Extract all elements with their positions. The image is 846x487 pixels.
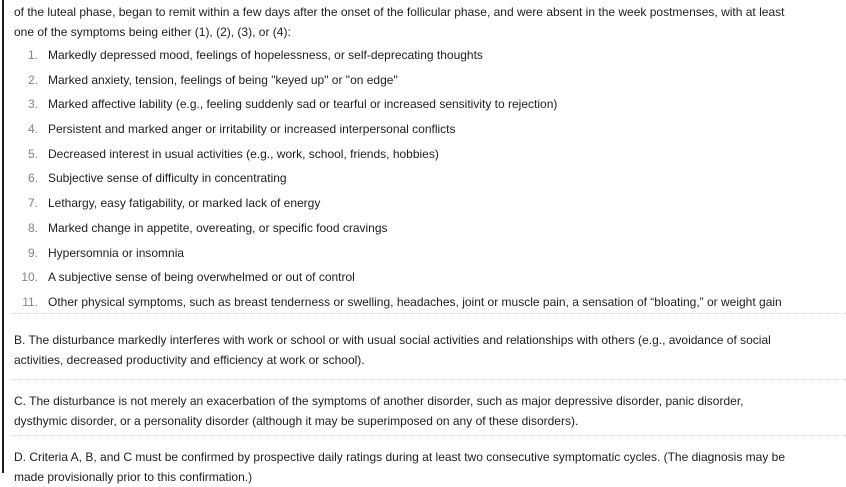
symptom-number: 6. [27,171,38,186]
criterion-c-section [12,379,846,435]
symptom-list [12,45,846,312]
criterion-c-line-2: dysthymic disorder, or a personality disorder (although it may be superimposed on any of these disorders). [14,413,579,428]
symptom-number: 7. [27,196,38,211]
symptom-item-2 [12,70,846,90]
criterion-b-line-1: B. The disturbance markedly interferes with work or school or with usual social activities and relationships with others (e.g., avoidance of social [14,332,771,347]
criterion-c-text [14,391,846,431]
symptom-text: Subjective sense of difficulty in concentrating [48,171,287,186]
symptom-item-1 [12,45,846,65]
symptom-text: Persistent and marked anger or irritability or increased interpersonal conflicts [48,122,456,137]
symptom-item-8 [12,218,846,238]
symptom-item-10 [12,267,846,287]
symptom-number: 9. [27,245,38,260]
intro-line-2: one of the symptoms being either (1), (2), (3), or (4): [14,25,291,39]
symptom-text: Other physical symptoms, such as breast tenderness or swelling, headaches, joint or muscle pain, a sensation of “bloating,” or weight gain [48,294,782,309]
symptom-number: 11. [22,294,38,309]
symptom-text: Marked anxiety, tension, feelings of being "keyed up" or "on edge" [48,72,398,87]
criterion-b-section [12,313,846,379]
symptom-number: 4. [27,122,38,137]
symptom-number: 1. [27,48,38,62]
symptom-item-7 [12,193,846,213]
symptom-text: Lethargy, easy fatigability, or marked lack of energy [48,196,321,211]
symptom-text: A subjective sense of being overwhelmed or out of control [48,270,355,285]
symptom-item-9 [12,243,846,263]
symptom-item-3 [12,94,846,114]
criterion-a-continuation [14,2,846,42]
symptom-number: 2. [27,72,38,87]
criterion-b-line-2: activities, decreased productivity and efficiency at work or school). [14,352,365,367]
symptom-text: Marked affective lability (e.g., feeling suddenly sad or tearful or increased sensitivity to rejection) [48,97,558,112]
symptom-text: Hypersomnia or insomnia [48,245,185,260]
symptom-item-6 [12,168,846,188]
criterion-d-line-1: D. Criteria A, B, and C must be confirmed by prospective daily ratings during at least two consecutive symptomatic cycles. (The diagnosis may be [14,449,785,464]
criterion-d-text [14,447,846,487]
symptom-item-11 [12,292,846,312]
symptom-text: Markedly depressed mood, feelings of hopelessness, or self-deprecating thoughts [48,48,483,62]
symptom-number: 3. [27,97,38,112]
criterion-b-text [14,330,846,370]
symptom-number: 5. [27,146,38,161]
criterion-c-line-1: C. The disturbance is not merely an exacerbation of the symptoms of another disorder, such as major depressive disorder, panic disorder, [14,393,744,408]
symptom-text: Decreased interest in usual activities (e.g., work, school, friends, hobbies) [48,146,439,161]
symptom-number: 10. [21,270,38,285]
intro-line-1: of the luteal phase, began to remit within a few days after the onset of the follicular phase, and were absent in the week postmenses, with at least [14,5,785,19]
symptom-number: 8. [27,220,38,235]
symptom-text: Marked change in appetite, overeating, or specific food cravings [48,220,388,235]
symptom-item-5 [12,144,846,164]
criterion-d-line-2: made provisionally prior to this confirmation.) [14,469,253,484]
table-left-border [2,0,4,473]
criterion-d-section [12,435,846,487]
symptom-item-4 [12,119,846,139]
